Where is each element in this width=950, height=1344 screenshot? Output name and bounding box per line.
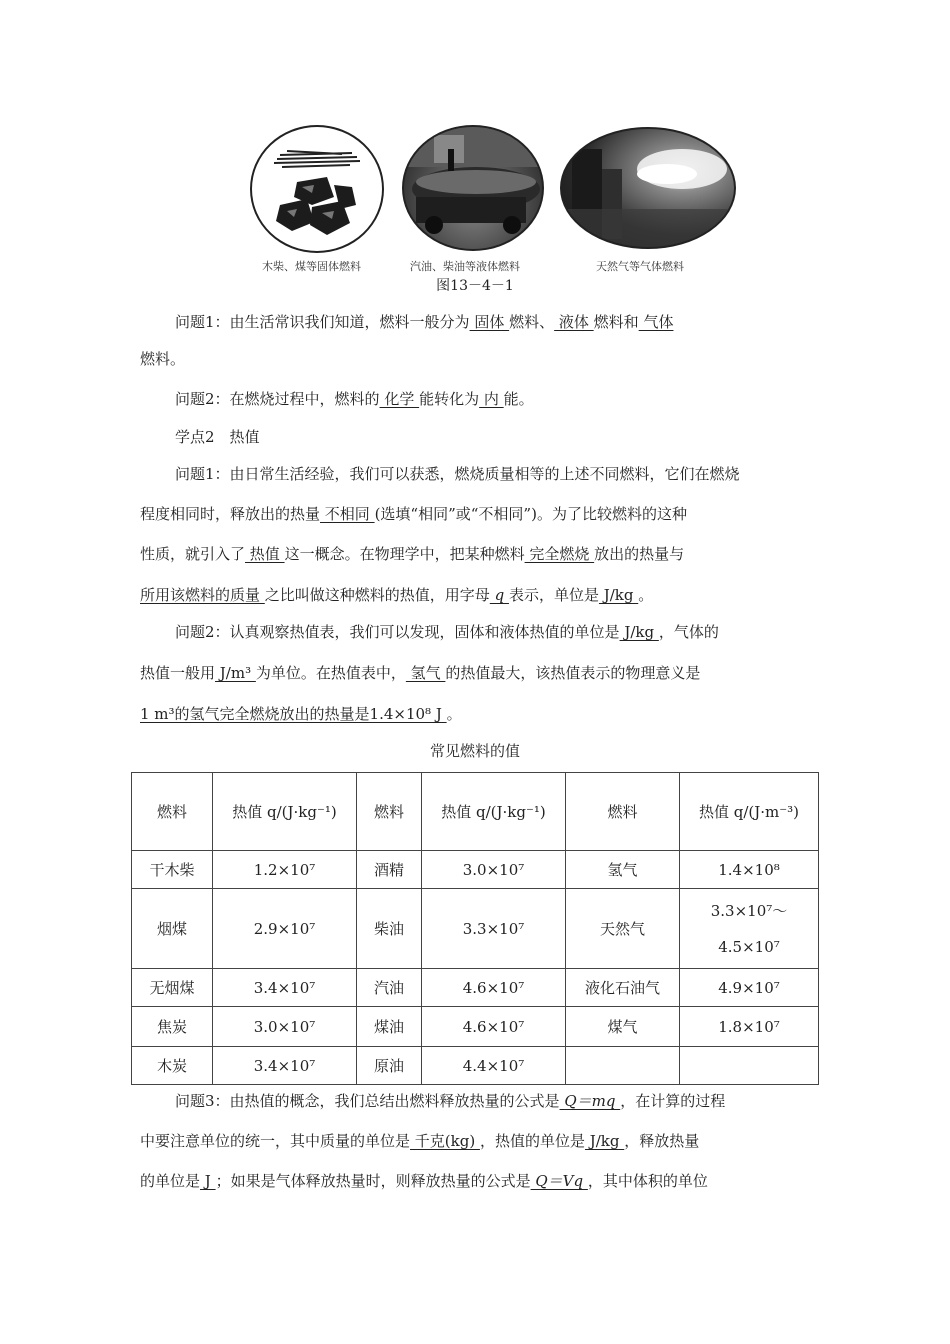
header-heat-value-1: 热值 q/(J·kg⁻¹) — [213, 773, 357, 851]
heat-q2-line-2: 热值一般用 J/m³ 为单位。在热值表中， 氢气 的热值最大，该热值表示的物理意义是 — [140, 664, 701, 682]
answer-solid: 固体 — [469, 313, 510, 331]
heat-q2-line-3: 1 m³的氢气完全燃烧放出的热量是1.4×10⁸ J 。 — [140, 705, 462, 723]
answer-heat-value: 热值 — [245, 545, 285, 563]
figure-caption-gas: 天然气等气体燃料 — [596, 260, 684, 273]
heat-q1-line-1: 问题1：由日常生活经验，我们可以获悉，燃烧质量相等的上述不同燃料，它们在燃烧 — [175, 465, 740, 483]
answer-joule: J — [200, 1172, 216, 1190]
header-fuel-3: 燃料 — [566, 773, 680, 851]
answer-hydrogen: 氢气 — [405, 664, 446, 682]
answer-kg: 千克(kg) — [410, 1132, 480, 1150]
question-1-line-2: 燃料。 — [140, 350, 186, 368]
section-heading: 学点2 热值 — [175, 428, 260, 446]
table-header-row — [132, 773, 819, 851]
answer-physical-meaning: 1 m³的氢气完全燃烧放出的热量是1.4×10⁸ J — [140, 705, 447, 723]
question-1-line-1: 问题1：由生活常识我们知道，燃料一般分为 固体 燃料、 液体 燃料和 气体 — [175, 313, 674, 331]
answer-internal: 内 — [479, 390, 504, 408]
answer-liquid: 液体 — [554, 313, 594, 331]
figure-caption-liquid: 汽油、柴油等液体燃料 — [410, 260, 520, 273]
tanker-truck-illustration — [404, 127, 542, 249]
gas-flame-illustration — [562, 129, 734, 247]
gas-fuel-photo — [560, 127, 736, 249]
header-fuel-1: 燃料 — [132, 773, 213, 851]
figure-caption-solid: 木柴、煤等固体燃料 — [262, 260, 361, 273]
answer-formula-mq: Q＝mq — [559, 1092, 621, 1110]
table-row: 烟煤 2.9×10⁷ 柴油 3.3×10⁷ 天然气 3.3×10⁷～4.5×10⁷ — [132, 889, 819, 969]
heat-q1-line-3: 性质，就引入了 热值 这一概念。在物理学中，把某种燃料 完全燃烧 放出的热量与 — [140, 545, 685, 563]
answer-formula-vq: Q＝Vq — [530, 1172, 588, 1190]
heat-q1-line-2: 程度相同时，释放出的热量 不相同 (选填“相同”或“不相同”)。为了比较燃料的这种 — [140, 505, 687, 523]
table-title: 常见燃料的值 — [429, 742, 520, 760]
header-fuel-2: 燃料 — [357, 773, 422, 851]
answer-unit-jkg: J/kg — [598, 586, 639, 604]
answer-chemical: 化学 — [379, 390, 420, 408]
answer-different: 不相同 — [320, 505, 375, 523]
fuel-figure — [248, 125, 738, 275]
solid-fuel-photo — [250, 125, 384, 253]
heat-q2-line-1: 问题2：认真观察热值表，我们可以发现，固体和液体热值的单位是 J/kg ，气体的 — [175, 623, 719, 641]
answer-complete-combustion: 完全燃烧 — [524, 545, 595, 563]
table-row: 干木柴 1.2×10⁷ 酒精 3.0×10⁷ 氢气 1.4×10⁸ — [132, 851, 819, 889]
table-row: 无烟煤 3.4×10⁷ 汽油 4.6×10⁷ 液化石油气 4.9×10⁷ — [132, 969, 819, 1007]
answer-gas: 气体 — [638, 313, 674, 331]
answer-letter-q: q — [489, 586, 509, 604]
heat-q3-line-3: 的单位是 J ；如果是气体释放热量时，则释放热量的公式是 Q＝Vq ，其中体积的单位 — [140, 1172, 708, 1190]
question-2-line: 问题2：在燃烧过程中，燃料的 化学 能转化为 内 能。 — [175, 390, 534, 408]
table-row: 木炭 3.4×10⁷ 原油 4.4×10⁷ — [132, 1047, 819, 1085]
heat-q3-line-2: 中要注意单位的统一，其中质量的单位是 千克(kg) ，热值的单位是 J/kg ，释放热量 — [140, 1132, 700, 1150]
wood-coal-illustration — [252, 127, 382, 251]
table-row: 焦炭 3.0×10⁷ 煤油 4.6×10⁷ 煤气 1.8×10⁷ — [132, 1007, 819, 1047]
answer-gas-unit: J/m³ — [215, 664, 256, 682]
header-heat-value-3: 热值 q/(J·m⁻³) — [680, 773, 819, 851]
figure-title: 图13－4－1 — [436, 278, 514, 294]
heat-q3-line-1: 问题3：由热值的概念，我们总结出燃料释放热量的公式是 Q＝mq ，在计算的过程 — [175, 1092, 726, 1110]
answer-heat-unit: J/kg — [584, 1132, 625, 1150]
header-heat-value-2: 热值 q/(J·kg⁻¹) — [422, 773, 566, 851]
answer-solid-liquid-unit: J/kg — [619, 623, 659, 641]
fuel-heat-value-table — [131, 772, 819, 1085]
heat-q1-line-4: 所用该燃料的质量 之比叫做这种燃料的热值，用字母 q 表示，单位是 J/kg 。 — [140, 586, 654, 604]
answer-mass: 所用该燃料的质量 — [140, 586, 265, 604]
liquid-fuel-photo — [402, 125, 544, 251]
